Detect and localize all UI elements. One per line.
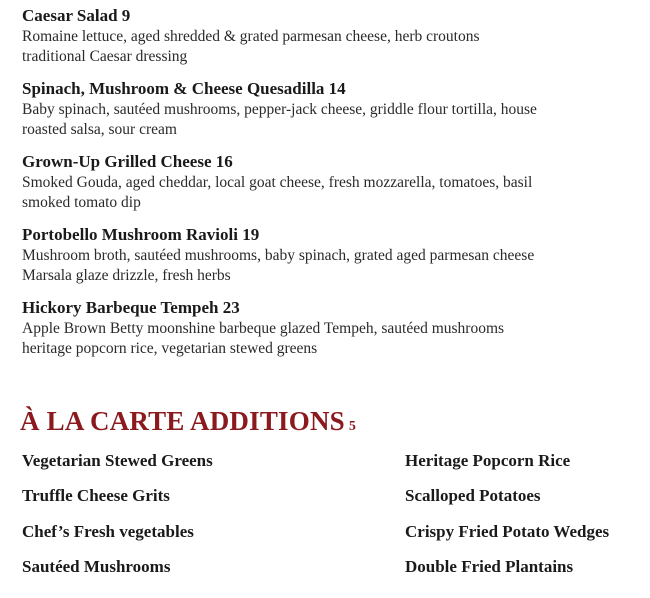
addition-row [22, 521, 632, 556]
menu-item-description: Baby spinach, sautéed mushrooms, pepper-jack cheese, griddle flour tortilla, house [22, 101, 537, 118]
menu-item [22, 151, 632, 212]
menu-item-title: Hickory Barbeque Tempeh 23 [22, 298, 240, 317]
addition-row [22, 556, 632, 591]
menu-item-description: smoked tomato dip [22, 193, 141, 211]
menu-item-title: Grown-Up Grilled Cheese 16 [22, 152, 233, 171]
addition-row [22, 485, 632, 520]
menu-item-title: Caesar Salad 9 [22, 6, 131, 25]
a-la-carte-heading [20, 404, 356, 444]
addition-item: Vegetarian Stewed Greens [22, 451, 213, 470]
menu-item-title: Portobello Mushroom Ravioli 19 [22, 225, 260, 244]
menu-item-description: heritage popcorn rice, vegetarian stewed greens [22, 339, 318, 357]
menu-item-description: roasted salsa, sour cream [22, 120, 177, 138]
menu-item [22, 5, 632, 66]
addition-item: Crispy Fried Potato Wedges [405, 521, 610, 541]
menu-item [22, 224, 632, 285]
menu-item-description: Mushroom broth, sautéed mushrooms, baby spinach, grated aged parmesan cheese [22, 247, 535, 264]
addition-item: Truffle Cheese Grits [22, 486, 170, 506]
addition-item: Double Fried Plantains [405, 556, 574, 576]
menu-item-description: Smoked Gouda, aged cheddar, local goat cheese, fresh mozzarella, tomatoes, basil [22, 174, 533, 191]
menu-items [22, 5, 632, 370]
a-la-carte-list [22, 450, 632, 591]
addition-item: Chef’s Fresh vegetables [22, 521, 194, 541]
menu-item-description: traditional Caesar dressing [22, 47, 188, 65]
menu-item-description: Marsala glaze drizzle, fresh herbs [22, 266, 231, 284]
addition-item: Heritage Popcorn Rice [405, 451, 571, 470]
addition-item: Scalloped Potatoes [405, 486, 541, 506]
menu-item-title: Spinach, Mushroom & Cheese Quesadilla 14 [22, 79, 346, 98]
menu-item [22, 297, 632, 358]
menu-item-description: Romaine lettuce, aged shredded & grated parmesan cheese, herb croutons [22, 28, 480, 45]
menu-item [22, 78, 632, 139]
a-la-carte-price: 5 [348, 419, 357, 434]
addition-row [22, 450, 632, 485]
a-la-carte-heading-text: À LA CARTE ADDITIONS [20, 406, 345, 436]
menu-item-description: Apple Brown Betty moonshine barbeque glazed Tempeh, sautéed mushrooms [22, 320, 505, 337]
addition-item: Sautéed Mushrooms [22, 556, 171, 576]
